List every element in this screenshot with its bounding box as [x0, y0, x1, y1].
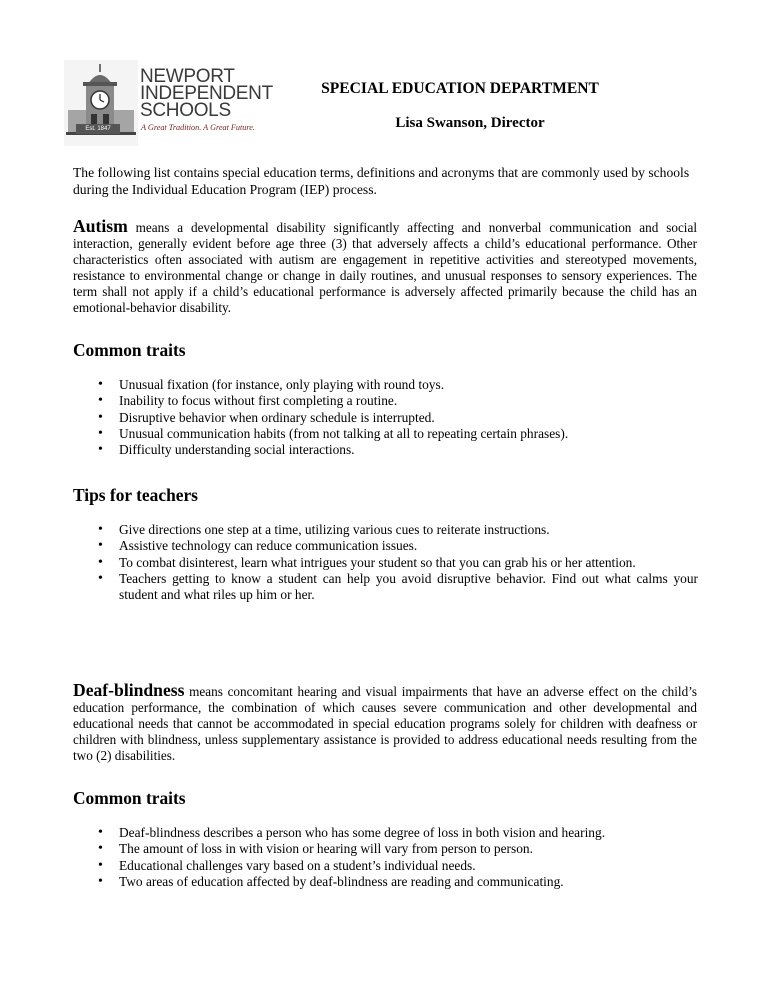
list-item: • Assistive technology can reduce communication issues. — [98, 538, 698, 554]
autism-definition — [73, 218, 697, 317]
logo-name-line: INDEPENDENT — [140, 83, 273, 104]
logo-est-badge: Est. 1847 — [76, 124, 120, 134]
deaf-blindness-definition — [73, 682, 697, 764]
logo-name — [140, 68, 273, 119]
director-name: Lisa Swanson, Director — [395, 115, 545, 131]
list-item: • Unusual fixation (for instance, only playing with round toys. — [98, 377, 698, 393]
autism-traits-list — [98, 377, 698, 458]
list-item: • Teachers getting to know a student can help you avoid disruptive behavior. Find out what calms your student and what riles up him or her. — [98, 571, 698, 604]
list-item: • The amount of loss in with vision or hearing will vary from person to person. — [98, 841, 698, 857]
list-item: • To combat disinterest, learn what intrigues your student so that you can grab his or her attention. — [98, 555, 698, 571]
school-logo — [64, 60, 273, 146]
deaf-blindness-traits-heading: Common traits — [73, 788, 186, 808]
logo-name-line: NEWPORT — [140, 66, 235, 87]
term-autism: Autism — [73, 216, 128, 236]
list-item: • Deaf-blindness describes a person who has some degree of loss in both vision and hearing. — [98, 825, 698, 841]
list-item: • Disruptive behavior when ordinary schedule is interrupted. — [98, 410, 698, 426]
term-deaf-blindness: Deaf-blindness — [73, 680, 185, 700]
autism-traits-heading: Common traits — [73, 340, 186, 360]
department-title: SPECIAL EDUCATION DEPARTMENT — [321, 80, 599, 97]
logo-name-line: SCHOOLS — [140, 100, 231, 121]
intro-paragraph: The following list contains special education terms, definitions and acronyms that are commonly used by schools during the Individual Education Program (IEP) process. — [73, 165, 690, 197]
list-item: • Difficulty understanding social interactions. — [98, 442, 698, 458]
list-item: • Educational challenges vary based on a student’s individual needs. — [98, 858, 698, 874]
autism-tips-heading: Tips for teachers — [73, 485, 198, 505]
deaf-blindness-traits-list — [98, 825, 698, 890]
list-item: • Give directions one step at a time, utilizing various cues to reiterate instructions. — [98, 522, 698, 538]
deaf-blindness-definition-text: means concomitant hearing and visual impairments that have an adverse effect on the child’s education performance, the combination of which causes severe communication and other developmental and educational needs that cannot be accommodated in special education programs solely for children with deafness or children with blindness, unless supplementary assistance is provided to address educational needs resulting from the two (2) disabilities. — [73, 684, 697, 764]
autism-tips-list — [98, 522, 698, 603]
list-item: • Inability to focus without first completing a routine. — [98, 393, 698, 409]
logo-tagline: A Great Tradition. A Great Future. — [141, 123, 255, 132]
list-item: • Two areas of education affected by deaf-blindness are reading and communicating. — [98, 874, 698, 890]
list-item: • Unusual communication habits (from not talking at all to repeating certain phrases). — [98, 426, 698, 442]
autism-definition-text: means a developmental disability significantly affecting and nonverbal communication and social interaction, generally evident before age three (3) that adversely affects a child’s educational performance. Other characteristics often associated with autism are engagement in repetitive activities and stereotyped movements, resistance to environmental change or change in daily routines, and unusual responses to sensory experiences. The term shall not apply if a child’s educational performance is adversely affected primarily because the child has an emotional-behavior disability. — [73, 220, 697, 316]
